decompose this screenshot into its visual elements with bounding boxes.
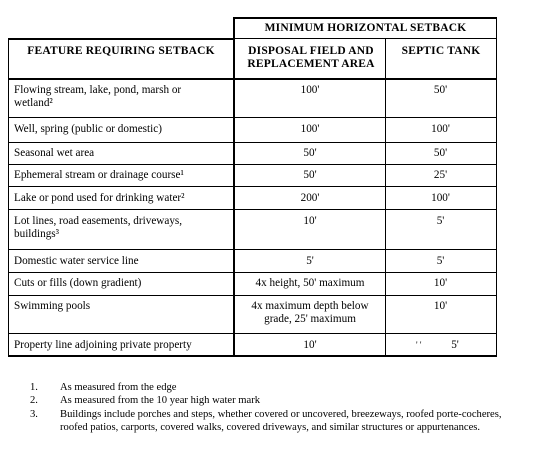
rule-row-7 xyxy=(8,272,497,273)
row-9-septic: 10' xyxy=(433,300,448,312)
stray-mark: ' ' xyxy=(416,340,422,350)
row-2-feature: Well, spring (public or domestic) xyxy=(14,123,162,135)
footnote-text: As measured from the edge xyxy=(60,382,177,393)
footnote-text: Buildings include porches and steps, whether covered or uncovered, breezeways, roofed porte-cocheres, roofed patios, carports, covered walks, covered driveways, and similar structures or appurtenances. xyxy=(60,408,502,434)
rule-header-bottom xyxy=(8,78,497,80)
row-2-disposal: 100' xyxy=(300,123,320,135)
row-8-disposal: 4x height, 50' maximum xyxy=(255,277,365,289)
rule-col-split-1 xyxy=(233,17,235,356)
row-6-septic: 5' xyxy=(436,215,445,227)
rule-top-group xyxy=(233,17,497,19)
rule-row-2 xyxy=(8,142,497,143)
row-4-septic: 25' xyxy=(433,169,448,181)
footnote-3 xyxy=(30,408,530,435)
row-4-disposal: 50' xyxy=(303,169,317,181)
rule-bottom xyxy=(8,355,497,357)
column-header-feature: FEATURE REQUIRING SETBACK xyxy=(27,45,215,57)
row-7-septic: 5' xyxy=(436,255,445,267)
row-5-feature: Lake or pond used for drinking water² xyxy=(14,192,185,204)
footnotes xyxy=(30,381,530,435)
row-10-septic: 5' xyxy=(451,339,459,351)
row-3-septic: 50' xyxy=(433,147,448,159)
footnote-2 xyxy=(30,394,530,407)
row-8-septic: 10' xyxy=(433,277,448,289)
group-header: MINIMUM HORIZONTAL SETBACK xyxy=(264,22,467,34)
rule-row-4 xyxy=(8,186,497,187)
row-6-feature: Lot lines, road easements, driveways, buildings³ xyxy=(14,215,183,240)
footnote-number: 2. xyxy=(30,395,38,407)
rule-row-1 xyxy=(8,117,497,118)
row-4-feature: Ephemeral stream or drainage course¹ xyxy=(14,169,184,181)
row-10-feature: Property line adjoining private property xyxy=(14,339,192,351)
footnote-1 xyxy=(30,381,530,394)
row-3-disposal: 50' xyxy=(303,147,317,159)
rule-row-6 xyxy=(8,249,497,250)
row-5-disposal: 200' xyxy=(300,192,320,204)
row-8-feature: Cuts or fills (down gradient) xyxy=(14,277,142,289)
rule-under-group xyxy=(233,38,497,39)
row-1-septic: 50' xyxy=(433,84,448,96)
row-9-disposal: 4x maximum depth below grade, 25' maximum xyxy=(251,300,369,325)
row-1-disposal: 100' xyxy=(300,84,320,96)
row-3-feature: Seasonal wet area xyxy=(14,147,95,159)
row-2-septic: 100' xyxy=(431,123,450,135)
rule-row-9 xyxy=(8,333,497,334)
footnote-number: 3. xyxy=(30,408,38,420)
rule-row-5 xyxy=(8,209,497,210)
footnote-number: 1. xyxy=(30,382,38,393)
rule-row-8 xyxy=(8,295,497,296)
row-10-disposal: 10' xyxy=(303,339,317,351)
row-5-septic: 100' xyxy=(431,192,450,204)
rule-row-3 xyxy=(8,164,497,165)
rule-left xyxy=(8,38,9,356)
column-header-septic: SEPTIC TANK xyxy=(401,45,481,57)
rule-right xyxy=(496,17,497,356)
row-7-disposal: 5' xyxy=(306,255,314,267)
footnote-text: As measured from the 10 year high water mark xyxy=(60,395,261,407)
row-6-disposal: 10' xyxy=(303,215,317,227)
row-9-feature: Swimming pools xyxy=(14,300,91,312)
column-header-disposal: DISPOSAL FIELD AND REPLACEMENT AREA xyxy=(247,45,375,70)
row-1-feature: Flowing stream, lake, pond, marsh or wetland² xyxy=(14,84,182,109)
row-7-feature: Domestic water service line xyxy=(14,255,139,267)
rule-header-top xyxy=(8,38,233,40)
